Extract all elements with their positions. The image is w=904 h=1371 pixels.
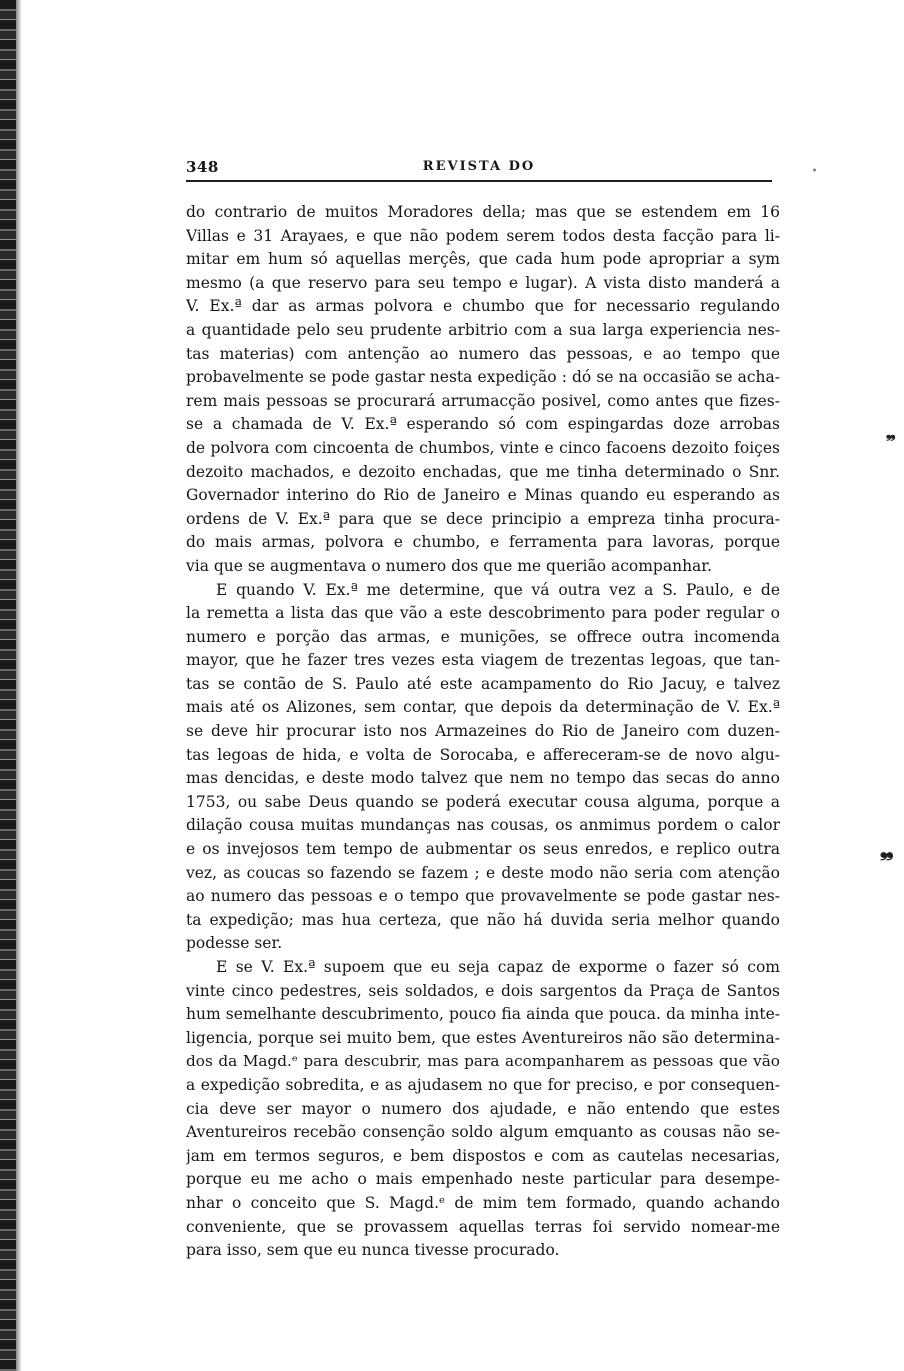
text-line: tas materias) com antenção ao numero das pessoas, e ao tempo que (186, 344, 780, 363)
text-line: ao numero das pessoas e o tempo que provavelmente se pode gastar nes- (186, 887, 780, 906)
text-line: para isso, sem que eu nunca tivesse procurado. (186, 1241, 560, 1260)
text-line: tas legoas de hida, e volta de Sorocaba, e affereceram-se de novo algu- (186, 745, 780, 764)
paragraph (186, 201, 780, 579)
text-line: dos da Magd.ᵉ para descubrir, mas para acompanharem as pessoas que vão (186, 1052, 780, 1071)
text-line: hum semelhante descubrimento, pouco fia ainda que pouca. da minha inte- (186, 1005, 780, 1024)
scan-speck-mark: ❠ (886, 426, 896, 442)
text-line: cia deve ser mayor o numero dos ajudade, e não entendo que estes (186, 1099, 780, 1118)
text-line: jam em termos seguros, e bem dispostos e com as cautelas necesarias, (186, 1146, 780, 1165)
book-binding-edge (0, 0, 16, 1371)
scan-speck-dot: • (812, 165, 818, 175)
text-line: de polvora com cincoenta de chumbos, vinte e cinco facoens dezoito foiçes (186, 438, 780, 457)
text-line: rem mais pessoas se procurará arrumacção posivel, como antes que fizes- (186, 391, 780, 410)
text-line: V. Ex.ª dar as armas polvora e chumbo que for necessario regulando (186, 297, 780, 316)
text-line: Aventureiros recebão consenção soldo algum emquanto as cousas não se- (186, 1123, 780, 1142)
text-line: 1753, ou sabe Deus quando se poderá executar cousa alguma, porque a (186, 792, 780, 811)
text-line: vinte cinco pedestres, seis soldados, e dois sargentos da Praça de Santos (186, 981, 780, 1000)
page-number: 348 (186, 158, 219, 176)
body-text (186, 201, 780, 1263)
text-line: ta expedição; mas hua certeza, que não há duvida seria melhor quando (186, 910, 780, 929)
text-line: a quantidade pelo seu prudente arbitrio com a sua larga experiencia nes- (186, 320, 780, 339)
text-line: vez, as coucas so fazendo se fazem ; e deste modo não seria com atenção (186, 863, 780, 882)
text-line: via que se augmentava o numero dos que me querião acompanhar. (186, 556, 712, 575)
text-line: E se V. Ex.ª supoem que eu seja capaz de exporme o fazer só com (216, 958, 780, 976)
text-line: Villas e 31 Arayaes, e que não podem serem todos desta facção para li- (186, 226, 780, 245)
text-line: a expedição sobredita, e as ajudasem no que for preciso, e por consequen- (186, 1075, 780, 1094)
text-line: la remetta a lista das que vão a este descobrimento para poder regular o (186, 604, 780, 623)
text-line: conveniente, que se provassem aquellas terras foi servido nomear-me (186, 1217, 780, 1236)
text-line: tas se contão de S. Paulo até este acampamento do Rio Jacuy, e talvez (186, 674, 780, 693)
text-line: ligencia, porque sei muito bem, que estes Aventureiros não são determina- (186, 1028, 780, 1047)
text-line: se a chamada de V. Ex.ª esperando só com espingardas doze arrobas (186, 415, 780, 434)
text-line: mayor, que he fazer tres vezes esta viagem de trezentas legoas, que tan- (186, 651, 780, 670)
text-line: do contrario de muitos Moradores della; mas que se estendem em 16 (186, 203, 780, 221)
text-line: podesse ser. (186, 934, 283, 953)
text-line: dilação cousa muitas mundanças nas cousas, os anmimus pordem o calor (186, 816, 780, 835)
text-line: E quando V. Ex.ª me determine, que vá outra vez a S. Paulo, e de (216, 580, 780, 599)
text-line: dezoito machados, e dezoito enchadas, que me tinha determinado o Snr. (186, 462, 780, 481)
scan-speck-mark: ❠ (880, 838, 894, 862)
text-line: mais até os Alizones, sem contar, que depois da determinação de V. Ex.ª (186, 698, 780, 717)
text-line: porque eu me acho o mais empenhado neste particular para desempe- (186, 1170, 780, 1189)
text-line: se deve hir procurar isto nos Armazeines do Rio de Janeiro com duzen- (186, 722, 780, 741)
text-line: mas dencidas, e deste modo talvez que nem no tempo das secas do anno (186, 769, 780, 788)
text-line: do mais armas, polvora e chumbo, e ferramenta para lavoras, porque (186, 533, 780, 552)
running-title: REVISTA DO (422, 159, 536, 174)
text-line: ordens de V. Ex.ª para que se dece principio a empreza tinha procura- (186, 509, 780, 528)
text-line: probavelmente se pode gastar nesta expedição : dó se na occasião se acha- (186, 368, 780, 387)
text-line: e os invejosos tem tempo de aubmentar os seus enredos, e replico outra (186, 840, 780, 859)
header-rule (186, 180, 772, 182)
text-line: numero e porção das armas, e munições, se offrece outra incomenda (186, 627, 780, 646)
paragraph (186, 579, 780, 957)
paragraph (186, 956, 780, 1263)
text-line: Governador interino do Rio de Janeiro e Minas quando eu esperando as (186, 486, 780, 505)
text-line: mesmo (a que reservo para seu tempo e lugar). A vista disto manderá a (186, 273, 780, 292)
text-line: nhar o conceito que S. Magd.ᵉ de mim tem formado, quando achando (186, 1193, 780, 1212)
text-line: mitar em hum só aquellas merçês, que cada hum pode apropriar a sym (186, 250, 780, 269)
